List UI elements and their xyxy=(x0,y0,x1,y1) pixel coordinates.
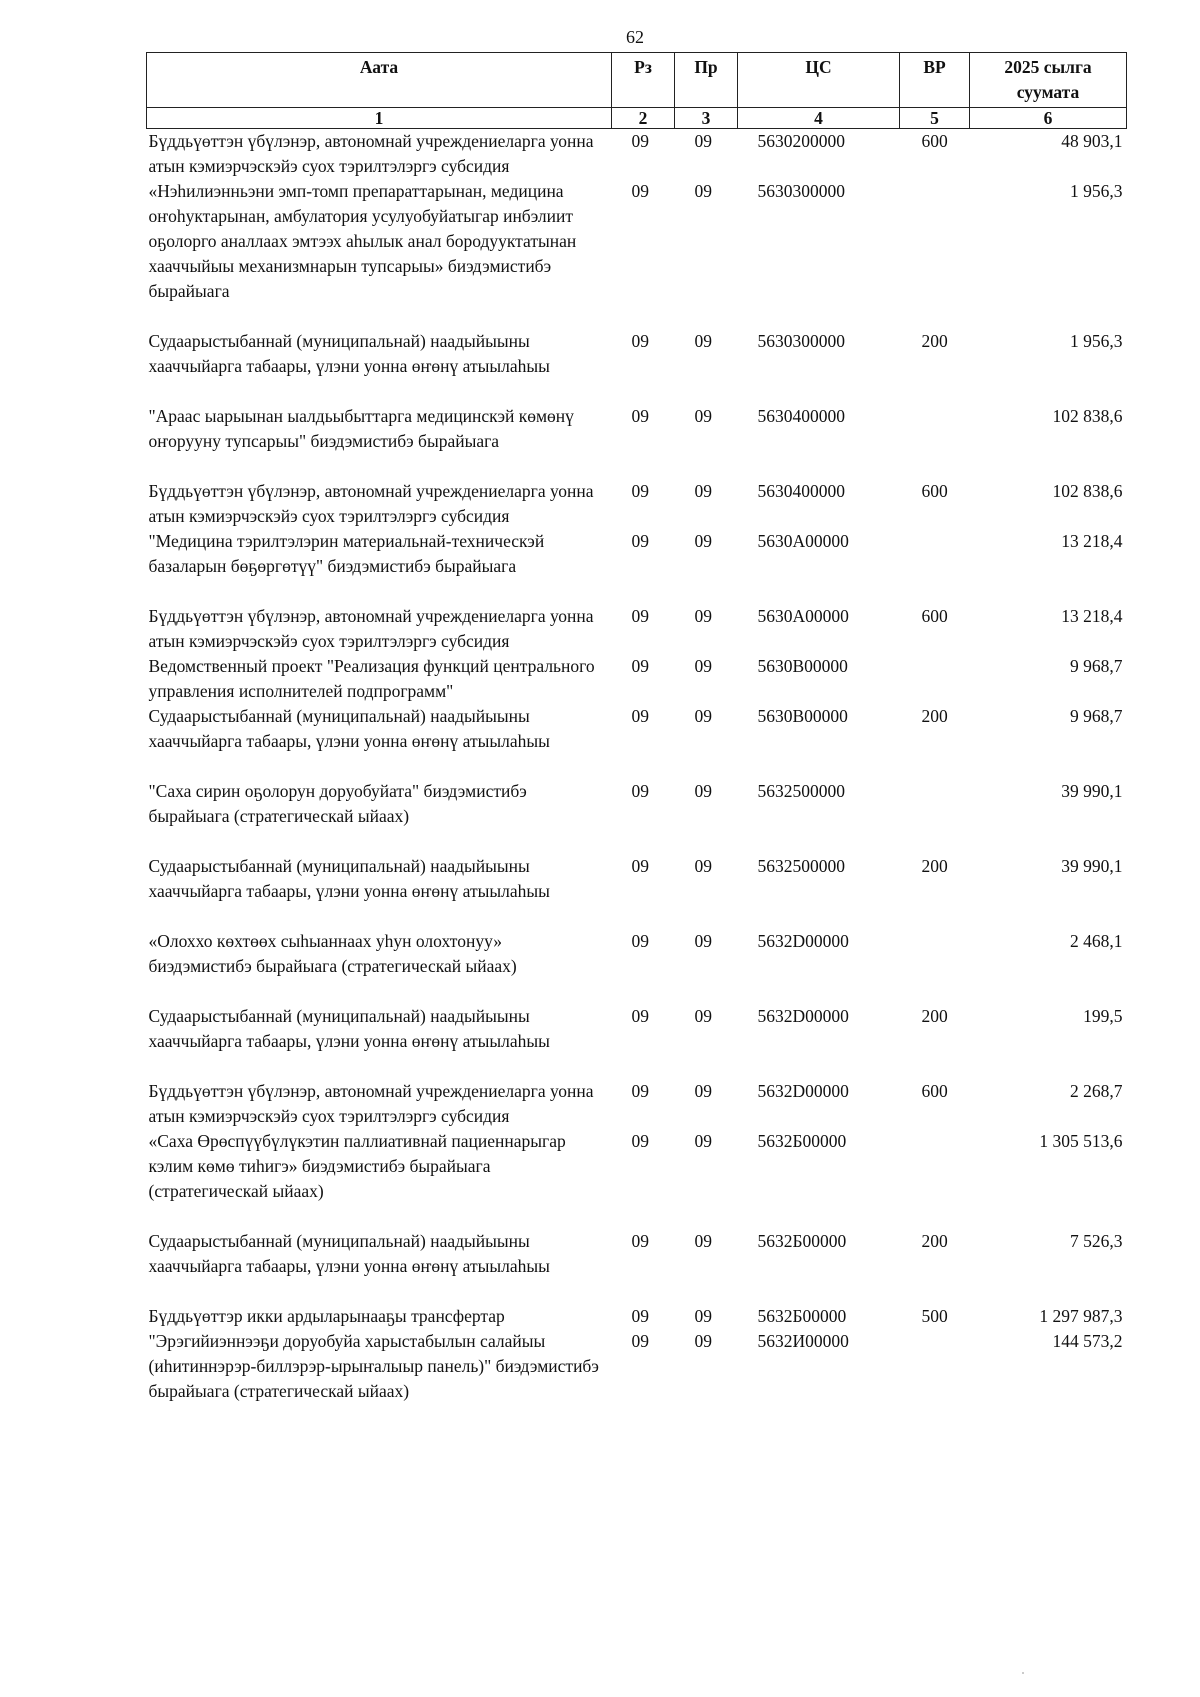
row-name: Бүддьүөттэн үбүлэнэр, автономнай учреждениеларга уонна атын кэмиэрчэскэйэ суох тэрилтэлэргэ субсидия xyxy=(148,606,594,651)
row-cs: 5632D00000 xyxy=(757,1006,849,1026)
row-cs: 5632D00000 xyxy=(757,931,849,951)
table-row xyxy=(147,479,1127,529)
row-cs: 5632Б00000 xyxy=(757,1231,847,1251)
row-amount: 9 968,7 xyxy=(1070,656,1123,676)
row-rz: 09 xyxy=(631,781,649,801)
row-amount: 1 956,3 xyxy=(1070,181,1123,201)
row-cs: 5632Б00000 xyxy=(757,1131,847,1151)
row-pr: 09 xyxy=(694,406,712,426)
row-cs: 5630300000 xyxy=(757,331,845,351)
row-amount: 48 903,1 xyxy=(1061,131,1123,151)
row-pr: 09 xyxy=(694,656,712,676)
budget-table-container xyxy=(146,52,1126,1404)
row-rz: 09 xyxy=(631,1006,649,1026)
row-pr: 09 xyxy=(694,781,712,801)
table-row xyxy=(147,929,1127,1004)
row-vr: 200 xyxy=(921,1231,948,1251)
header-name: Аата xyxy=(147,53,612,108)
row-amount: 39 990,1 xyxy=(1061,856,1123,876)
header-pr: Пр xyxy=(675,53,738,108)
table-row xyxy=(147,1129,1127,1229)
row-amount: 39 990,1 xyxy=(1061,781,1123,801)
row-cs: 5632500000 xyxy=(757,781,845,801)
table-row xyxy=(147,404,1127,479)
column-number: 3 xyxy=(675,108,738,129)
row-vr xyxy=(900,529,970,604)
row-name: Судаарыстыбаннай (муниципальнай) наадыйыыны хааччыйарга табаары, үлэни уонна өҥөнү атыылаһыы xyxy=(148,856,550,901)
scan-speck xyxy=(1022,1672,1024,1674)
table-row xyxy=(147,704,1127,779)
table-row xyxy=(147,1229,1127,1304)
row-vr xyxy=(900,779,970,854)
table-row xyxy=(147,779,1127,854)
row-amount: 102 838,6 xyxy=(1052,481,1123,501)
row-vr xyxy=(900,654,970,704)
row-rz: 09 xyxy=(631,1231,649,1251)
row-amount: 2 268,7 xyxy=(1070,1081,1123,1101)
row-vr xyxy=(900,404,970,479)
table-row xyxy=(147,654,1127,704)
row-amount: 199,5 xyxy=(1083,1006,1123,1026)
row-name: Бүддьүөттэн үбүлэнэр, автономнай учреждениеларга уонна атын кэмиэрчэскэйэ суох тэрилтэлэргэ субсидия xyxy=(148,1081,594,1126)
row-pr: 09 xyxy=(694,481,712,501)
row-cs: 5630В00000 xyxy=(757,706,848,726)
row-vr xyxy=(900,929,970,1004)
row-pr: 09 xyxy=(694,131,712,151)
column-number: 6 xyxy=(970,108,1127,129)
row-rz: 09 xyxy=(631,931,649,951)
row-amount: 13 218,4 xyxy=(1061,606,1123,626)
table-row xyxy=(147,1329,1127,1404)
column-number: 4 xyxy=(738,108,900,129)
row-rz: 09 xyxy=(631,1331,649,1351)
row-rz: 09 xyxy=(631,856,649,876)
table-body xyxy=(147,129,1127,1405)
row-name: Судаарыстыбаннай (муниципальнай) наадыйыыны хааччыйарга табаары, үлэни уонна өҥөнү атыылаһыы xyxy=(148,1006,550,1051)
table-row xyxy=(147,129,1127,180)
row-name: Судаарыстыбаннай (муниципальнай) наадыйыыны хааччыйарга табаары, үлэни уонна өҥөнү атыылаһыы xyxy=(148,1231,550,1276)
row-vr: 200 xyxy=(921,331,948,351)
row-rz: 09 xyxy=(631,406,649,426)
row-vr: 200 xyxy=(921,706,948,726)
row-name: "Араас ыарыынан ыалдьыбыттарга медицинскэй көмөнү оҥорууну тупсарыы" биэдэмистибэ бырайыага xyxy=(148,406,574,451)
row-rz: 09 xyxy=(631,131,649,151)
row-vr: 600 xyxy=(921,1081,948,1101)
row-name: Судаарыстыбаннай (муниципальнай) наадыйыыны хааччыйарга табаары, үлэни уонна өҥөнү атыылаһыы xyxy=(148,331,550,376)
table-row xyxy=(147,329,1127,404)
row-cs: 5632500000 xyxy=(757,856,845,876)
row-pr: 09 xyxy=(694,1131,712,1151)
row-pr: 09 xyxy=(694,856,712,876)
row-rz: 09 xyxy=(631,656,649,676)
row-rz: 09 xyxy=(631,1306,649,1326)
row-cs: 5632Б00000 xyxy=(757,1306,847,1326)
page-number: 62 xyxy=(626,27,644,47)
header-amount: 2025 сылга суумата xyxy=(970,53,1127,108)
row-vr: 200 xyxy=(921,856,948,876)
row-name: «Саха Өрөспүүбүлүкэтин паллиативнай пациеннарыгар кэлим көмө тиһигэ» биэдэмистибэ бырайыага (стратегическай ыйаах) xyxy=(148,1131,566,1201)
row-vr: 500 xyxy=(921,1306,948,1326)
table-header xyxy=(147,53,1127,129)
table-row xyxy=(147,1304,1127,1329)
row-pr: 09 xyxy=(694,531,712,551)
row-name: «Нэһилиэнньэни эмп-томп препараттарынан, медицина оҥоһуктарынан, амбулатория усулуобуйатыгар инбэлиит оҕолорго аналлаах эмтээх аһылык анал бородууктатынан хааччыйыы механизмнарын тупсарыы» биэдэмистибэ бырайыага xyxy=(148,181,577,301)
row-name: "Саха сирин оҕолорун доруобуйата" биэдэмистибэ бырайыага (стратегическай ыйаах) xyxy=(148,781,527,826)
row-name: Судаарыстыбаннай (муниципальнай) наадыйыыны хааччыйарга табаары, үлэни уонна өҥөнү атыылаһыы xyxy=(148,706,550,751)
row-amount: 9 968,7 xyxy=(1070,706,1123,726)
row-cs: 5632D00000 xyxy=(757,1081,849,1101)
row-amount: 1 956,3 xyxy=(1070,331,1123,351)
row-vr xyxy=(900,179,970,329)
column-number: 2 xyxy=(612,108,675,129)
column-number: 1 xyxy=(147,108,612,129)
row-pr: 09 xyxy=(694,931,712,951)
row-cs: 5630А00000 xyxy=(757,531,849,551)
row-vr: 600 xyxy=(921,131,948,151)
header-cs: ЦС xyxy=(738,53,900,108)
row-vr xyxy=(900,1129,970,1229)
row-rz: 09 xyxy=(631,1131,649,1151)
header-rz: Рз xyxy=(612,53,675,108)
budget-table xyxy=(146,52,1127,1404)
row-pr: 09 xyxy=(694,331,712,351)
row-name: Ведомственный проект "Реализация функций центрального управления исполнителей подпрограмм" xyxy=(148,656,595,701)
row-cs: 5630300000 xyxy=(757,181,845,201)
row-vr: 200 xyxy=(921,1006,948,1026)
table-row xyxy=(147,529,1127,604)
row-name: Бүддьүөттэр икки ардыларынааҕы трансфертар xyxy=(148,1306,505,1326)
row-pr: 09 xyxy=(694,706,712,726)
row-amount: 13 218,4 xyxy=(1061,531,1123,551)
row-pr: 09 xyxy=(694,1331,712,1351)
row-cs: 5630А00000 xyxy=(757,606,849,626)
table-row xyxy=(147,604,1127,654)
row-vr: 600 xyxy=(921,606,948,626)
table-row xyxy=(147,1004,1127,1079)
header-vr: ВР xyxy=(900,53,970,108)
row-amount: 144 573,2 xyxy=(1052,1331,1123,1351)
row-name: Бүддьүөттэн үбүлэнэр, автономнай учреждениеларга уонна атын кэмиэрчэскэйэ суох тэрилтэлэргэ субсидия xyxy=(148,481,594,526)
row-rz: 09 xyxy=(631,1081,649,1101)
row-rz: 09 xyxy=(631,606,649,626)
row-rz: 09 xyxy=(631,706,649,726)
row-name: "Медицина тэрилтэлэрин материальнай-техническэй базаларын бөҕөргөтүү" биэдэмистибэ бырайыага xyxy=(148,531,545,576)
row-vr xyxy=(900,1329,970,1404)
row-pr: 09 xyxy=(694,1081,712,1101)
row-rz: 09 xyxy=(631,181,649,201)
table-row xyxy=(147,1079,1127,1129)
row-amount: 7 526,3 xyxy=(1070,1231,1123,1251)
row-rz: 09 xyxy=(631,531,649,551)
row-pr: 09 xyxy=(694,1306,712,1326)
row-vr: 600 xyxy=(921,481,948,501)
column-number: 5 xyxy=(900,108,970,129)
row-name: «Олоххо көхтөөх сыһыаннаах уһун олохтонуу» биэдэмистибэ бырайыага (стратегическай ыйаах) xyxy=(148,931,517,976)
row-amount: 102 838,6 xyxy=(1052,406,1123,426)
row-amount: 1 297 987,3 xyxy=(1039,1306,1123,1326)
row-pr: 09 xyxy=(694,1231,712,1251)
row-cs: 5630400000 xyxy=(757,481,845,501)
row-amount: 1 305 513,6 xyxy=(1039,1131,1123,1151)
row-amount: 2 468,1 xyxy=(1070,931,1123,951)
row-cs: 5630200000 xyxy=(757,131,845,151)
table-row xyxy=(147,854,1127,929)
row-cs: 5632И00000 xyxy=(757,1331,849,1351)
table-row xyxy=(147,179,1127,329)
row-cs: 5630400000 xyxy=(757,406,845,426)
row-name: "Эрэгийиэннээҕи доруобуйа харыстабылын салайыы (иһитиннэрэр-биллэрэр-ырыҥалыыр панель)" биэдэмистибэ бырайыага (стратегическай ыйаах) xyxy=(148,1331,599,1401)
row-name: Бүддьүөттэн үбүлэнэр, автономнай учреждениеларга уонна атын кэмиэрчэскэйэ суох тэрилтэлэргэ субсидия xyxy=(148,131,594,176)
row-rz: 09 xyxy=(631,331,649,351)
row-rz: 09 xyxy=(631,481,649,501)
row-pr: 09 xyxy=(694,1006,712,1026)
row-pr: 09 xyxy=(694,606,712,626)
row-pr: 09 xyxy=(694,181,712,201)
row-cs: 5630В00000 xyxy=(757,656,848,676)
